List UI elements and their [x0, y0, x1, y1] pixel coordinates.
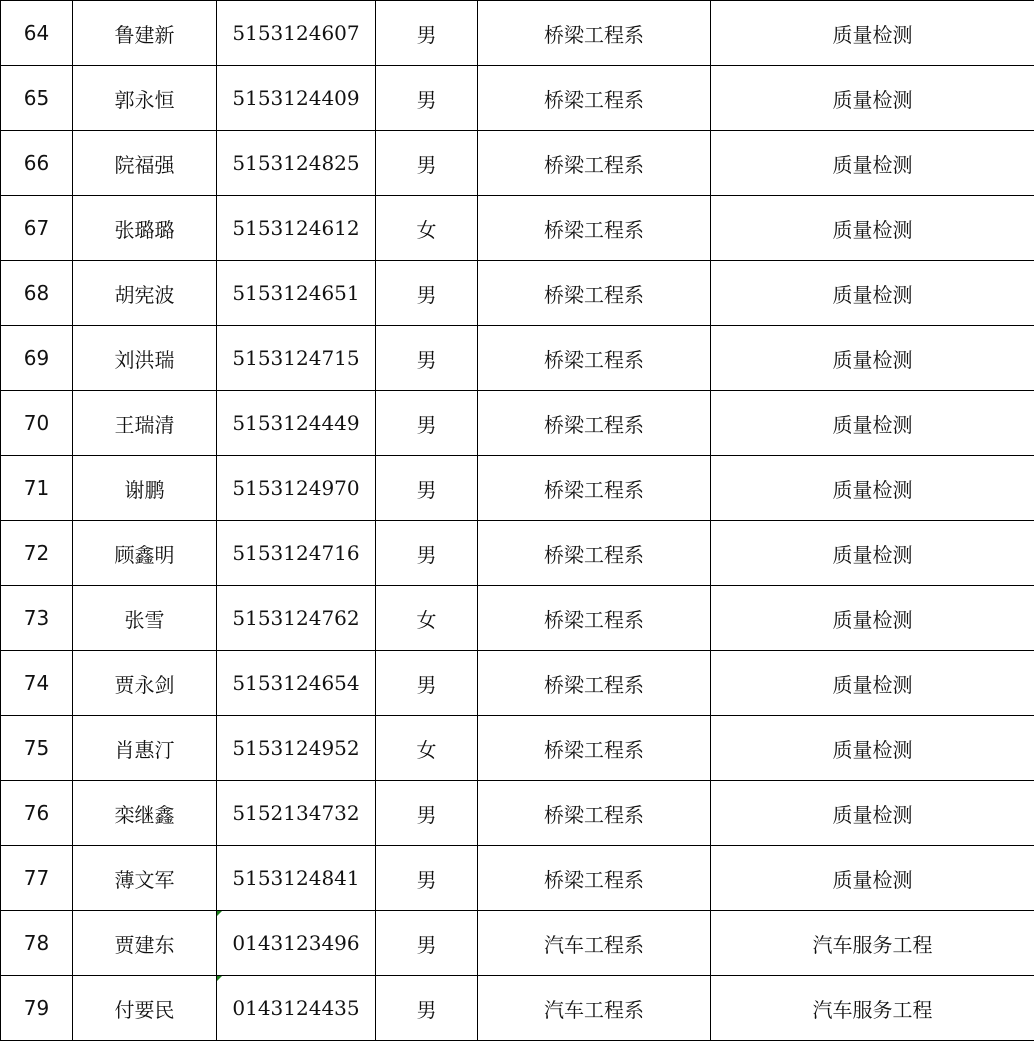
gender-cell[interactable]: 男 [376, 1, 478, 66]
major-cell[interactable]: 质量检测 [711, 521, 1034, 586]
student-id-cell[interactable]: 5153124715 [217, 326, 376, 391]
department-cell[interactable]: 桥梁工程系 [478, 326, 711, 391]
gender-cell[interactable]: 男 [376, 521, 478, 586]
table-row [1, 586, 1034, 651]
row-number-cell[interactable]: 75 [1, 716, 73, 781]
gender-cell[interactable]: 男 [376, 66, 478, 131]
row-number-cell[interactable]: 66 [1, 131, 73, 196]
table-row [1, 521, 1034, 586]
row-number-cell[interactable]: 73 [1, 586, 73, 651]
table-row [1, 976, 1034, 1041]
row-number-cell[interactable]: 70 [1, 391, 73, 456]
major-cell[interactable]: 质量检测 [711, 391, 1034, 456]
student-name-cell[interactable]: 院福强 [73, 131, 217, 196]
major-cell[interactable]: 质量检测 [711, 781, 1034, 846]
student-id-cell[interactable]: 5153124607 [217, 1, 376, 66]
table-row [1, 326, 1034, 391]
student-id-cell[interactable]: 5153124952 [217, 716, 376, 781]
student-id-cell[interactable]: 5153124970 [217, 456, 376, 521]
student-id-cell[interactable]: 0143123496 [217, 911, 376, 976]
gender-cell[interactable]: 男 [376, 651, 478, 716]
table-row [1, 716, 1034, 781]
major-cell[interactable]: 质量检测 [711, 131, 1034, 196]
department-cell[interactable]: 桥梁工程系 [478, 846, 711, 911]
table-row [1, 911, 1034, 976]
gender-cell[interactable]: 女 [376, 196, 478, 261]
department-cell[interactable]: 桥梁工程系 [478, 196, 711, 261]
major-cell[interactable]: 质量检测 [711, 261, 1034, 326]
student-name-cell[interactable]: 薄文军 [73, 846, 217, 911]
major-cell[interactable]: 质量检测 [711, 1, 1034, 66]
department-cell[interactable]: 汽车工程系 [478, 976, 711, 1041]
department-cell[interactable]: 桥梁工程系 [478, 586, 711, 651]
table-row [1, 66, 1034, 131]
department-cell[interactable]: 桥梁工程系 [478, 391, 711, 456]
student-name-cell[interactable]: 顾鑫明 [73, 521, 217, 586]
table-row [1, 781, 1034, 846]
student-name-cell[interactable]: 胡宪波 [73, 261, 217, 326]
gender-cell[interactable]: 男 [376, 976, 478, 1041]
student-name-cell[interactable]: 张璐璐 [73, 196, 217, 261]
student-id-cell[interactable]: 5152134732 [217, 781, 376, 846]
student-id-cell[interactable]: 5153124716 [217, 521, 376, 586]
major-cell[interactable]: 质量检测 [711, 196, 1034, 261]
major-cell[interactable]: 质量检测 [711, 66, 1034, 131]
department-cell[interactable]: 桥梁工程系 [478, 1, 711, 66]
student-name-cell[interactable]: 刘洪瑞 [73, 326, 217, 391]
row-number-cell[interactable]: 77 [1, 846, 73, 911]
row-number-cell[interactable]: 79 [1, 976, 73, 1041]
gender-cell[interactable]: 男 [376, 456, 478, 521]
table-row [1, 651, 1034, 716]
student-id-cell[interactable]: 5153124449 [217, 391, 376, 456]
student-name-cell[interactable]: 肖惠汀 [73, 716, 217, 781]
table-row [1, 196, 1034, 261]
row-number-cell[interactable]: 74 [1, 651, 73, 716]
gender-cell[interactable]: 男 [376, 911, 478, 976]
department-cell[interactable]: 桥梁工程系 [478, 716, 711, 781]
gender-cell[interactable]: 男 [376, 131, 478, 196]
table-row [1, 391, 1034, 456]
major-cell[interactable]: 质量检测 [711, 651, 1034, 716]
gender-cell[interactable]: 男 [376, 846, 478, 911]
row-number-cell[interactable]: 67 [1, 196, 73, 261]
row-number-cell[interactable]: 72 [1, 521, 73, 586]
student-name-cell[interactable]: 谢鹏 [73, 456, 217, 521]
major-cell[interactable]: 汽车服务工程 [711, 976, 1034, 1041]
student-name-cell[interactable]: 郭永恒 [73, 66, 217, 131]
department-cell[interactable]: 桥梁工程系 [478, 651, 711, 716]
row-number-cell[interactable]: 71 [1, 456, 73, 521]
department-cell[interactable]: 桥梁工程系 [478, 261, 711, 326]
major-cell[interactable]: 质量检测 [711, 716, 1034, 781]
table-row [1, 456, 1034, 521]
department-cell[interactable]: 桥梁工程系 [478, 781, 711, 846]
gender-cell[interactable]: 男 [376, 391, 478, 456]
row-number-cell[interactable]: 76 [1, 781, 73, 846]
gender-cell[interactable]: 男 [376, 781, 478, 846]
major-cell[interactable]: 汽车服务工程 [711, 911, 1034, 976]
row-number-cell[interactable]: 64 [1, 1, 73, 66]
student-id-cell[interactable]: 5153124612 [217, 196, 376, 261]
major-cell[interactable]: 质量检测 [711, 326, 1034, 391]
major-cell[interactable]: 质量检测 [711, 586, 1034, 651]
gender-cell[interactable]: 男 [376, 326, 478, 391]
roster-body [1, 1, 1034, 1041]
row-number-cell[interactable]: 69 [1, 326, 73, 391]
department-cell[interactable]: 桥梁工程系 [478, 456, 711, 521]
student-id-cell[interactable]: 5153124762 [217, 586, 376, 651]
student-name-cell[interactable]: 贾建东 [73, 911, 217, 976]
table-row [1, 131, 1034, 196]
department-cell[interactable]: 桥梁工程系 [478, 521, 711, 586]
major-cell[interactable]: 质量检测 [711, 456, 1034, 521]
row-number-cell[interactable]: 65 [1, 66, 73, 131]
student-id-cell[interactable]: 0143124435 [217, 976, 376, 1041]
student-name-cell[interactable]: 张雪 [73, 586, 217, 651]
department-cell[interactable]: 汽车工程系 [478, 911, 711, 976]
row-number-cell[interactable]: 78 [1, 911, 73, 976]
student-name-cell[interactable]: 栾继鑫 [73, 781, 217, 846]
gender-cell[interactable]: 男 [376, 261, 478, 326]
student-name-cell[interactable]: 王瑞清 [73, 391, 217, 456]
student-name-cell[interactable]: 付要民 [73, 976, 217, 1041]
gender-cell[interactable]: 女 [376, 586, 478, 651]
table-row [1, 261, 1034, 326]
table-row [1, 1, 1034, 66]
student-id-cell[interactable]: 5153124409 [217, 66, 376, 131]
student-name-cell[interactable]: 贾永剑 [73, 651, 217, 716]
department-cell[interactable]: 桥梁工程系 [478, 131, 711, 196]
student-id-cell[interactable]: 5153124825 [217, 131, 376, 196]
table-row [1, 846, 1034, 911]
student-id-cell[interactable]: 5153124841 [217, 846, 376, 911]
department-cell[interactable]: 桥梁工程系 [478, 66, 711, 131]
row-number-cell[interactable]: 68 [1, 261, 73, 326]
student-name-cell[interactable]: 鲁建新 [73, 1, 217, 66]
gender-cell[interactable]: 女 [376, 716, 478, 781]
major-cell[interactable]: 质量检测 [711, 846, 1034, 911]
student-id-cell[interactable]: 5153124651 [217, 261, 376, 326]
student-id-cell[interactable]: 5153124654 [217, 651, 376, 716]
